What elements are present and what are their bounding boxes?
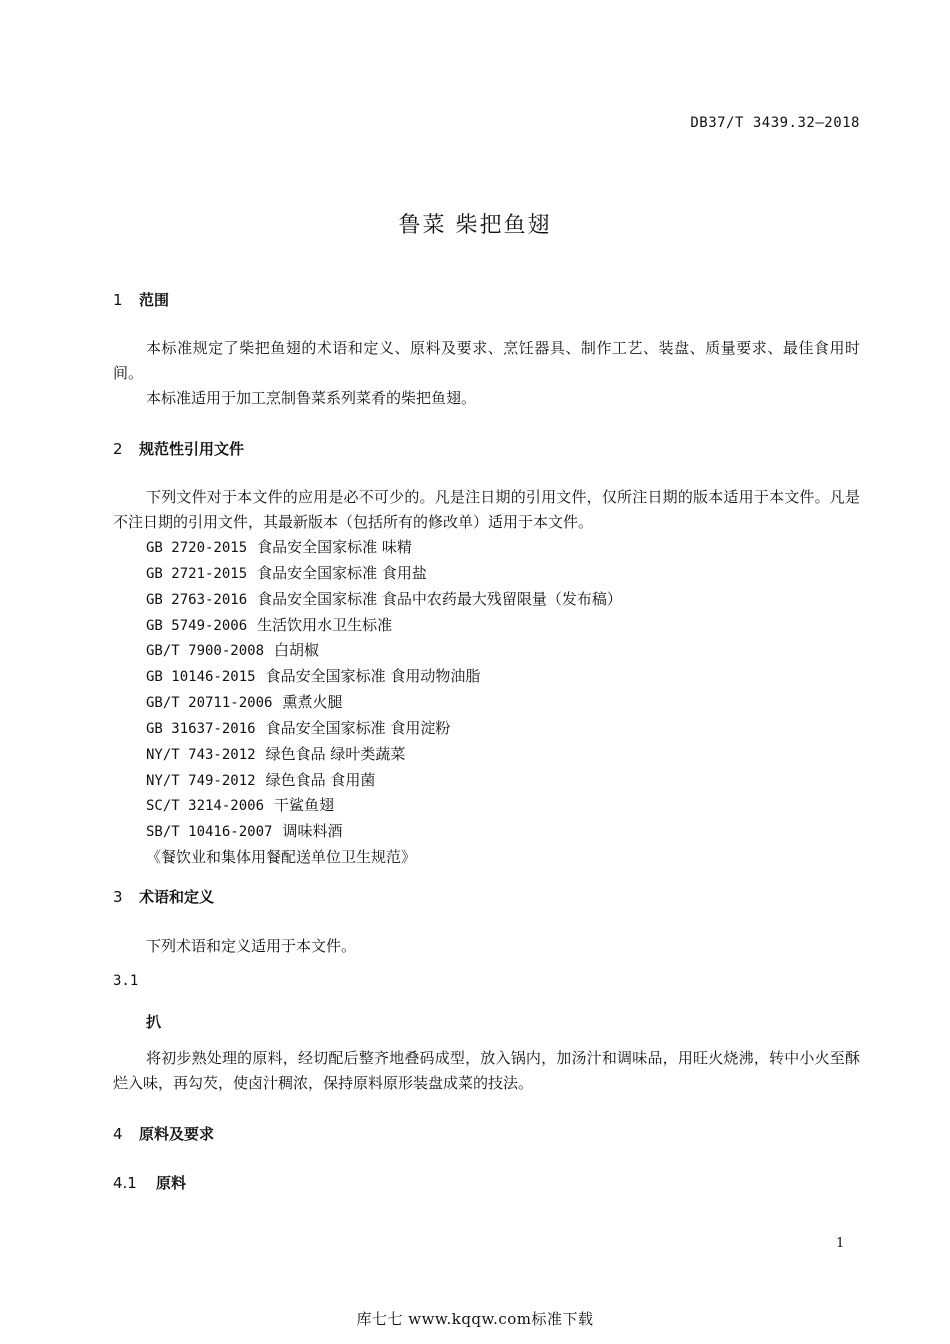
reference-item bbox=[146, 561, 622, 587]
reference-item bbox=[146, 613, 622, 639]
reference-item bbox=[146, 535, 622, 561]
section-3-heading bbox=[113, 886, 214, 907]
normative-reference-list bbox=[146, 535, 622, 870]
reference-item bbox=[146, 690, 622, 716]
section-4-heading bbox=[113, 1123, 214, 1144]
section-title: 范围 bbox=[139, 291, 170, 309]
section-number: 2 bbox=[113, 440, 123, 458]
section-1-paragraph-2: 本标准适用于加工烹制鲁菜系列菜肴的柴把鱼翅。 bbox=[146, 389, 477, 407]
section-title: 术语和定义 bbox=[139, 888, 215, 906]
reference-item bbox=[146, 664, 622, 690]
reference-code: NY/T 743-2012 bbox=[146, 746, 256, 763]
reference-code: GB 31637-2016 bbox=[146, 720, 256, 737]
reference-code: GB 10146-2015 bbox=[146, 669, 256, 686]
section-2-intro: 下列文件对于本文件的应用是必不可少的。凡是注日期的引用文件，仅所注日期的版本适用于本文件。凡是不注日期的引用文件，其最新版本（包括所有的修改单）适用于本文件。 bbox=[113, 488, 860, 531]
term-definition: 将初步熟处理的原料，经切配后整齐地叠码成型，放入锅内，加汤汁和调味品，用旺火烧沸，转中小火至酥烂入味，再勾芡，使卤汁稠浓，保持原料原形装盘成菜的技法。 bbox=[113, 1049, 860, 1092]
reference-name: 食品安全国家标准 食用动物油脂 bbox=[265, 667, 481, 686]
footer-watermark: 库七七 www.kqqw.com标准下载 bbox=[356, 1310, 594, 1328]
reference-name: 干鲨鱼翅 bbox=[274, 796, 335, 815]
reference-item bbox=[146, 587, 622, 613]
reference-code: SC/T 3214-2006 bbox=[146, 798, 265, 815]
reference-code: GB 2763-2016 bbox=[146, 591, 248, 608]
reference-code: SB/T 10416-2007 bbox=[146, 824, 273, 841]
term-number: 3.1 bbox=[113, 973, 139, 989]
subsection-4-1-heading bbox=[113, 1172, 186, 1193]
section-number: 4 bbox=[113, 1125, 123, 1143]
reference-item bbox=[146, 742, 622, 768]
reference-code: GB 2720-2015 bbox=[146, 540, 248, 556]
reference-code: GB 5749-2006 bbox=[146, 617, 248, 634]
reference-name: 生活饮用水卫生标准 bbox=[257, 615, 393, 634]
standard-code: DB37/T 3439.32—2018 bbox=[690, 115, 860, 131]
reference-code: GB/T 20711-2006 bbox=[146, 695, 273, 712]
reference-name: 食品安全国家标准 食品中农药最大残留限量（发布稿） bbox=[257, 589, 622, 608]
page-number: 1 bbox=[836, 1236, 845, 1251]
reference-item bbox=[146, 819, 622, 845]
reference-code: GB 2721-2015 bbox=[146, 565, 248, 582]
reference-code: GB/T 7900-2008 bbox=[146, 643, 265, 660]
reference-item-extra: 《餐饮业和集体用餐配送单位卫生规范》 bbox=[146, 848, 417, 867]
section-1-paragraph-1: 本标准规定了柴把鱼翅的术语和定义、原料及要求、烹饪器具、制作工艺、装盘、质量要求、最佳食用时间。 bbox=[113, 339, 860, 382]
section-1-heading bbox=[113, 289, 169, 310]
section-2-heading bbox=[113, 438, 244, 459]
reference-name: 调味料酒 bbox=[282, 822, 343, 841]
reference-item bbox=[146, 638, 622, 664]
reference-item bbox=[146, 768, 622, 794]
reference-name: 食品安全国家标准 食用盐 bbox=[257, 563, 427, 582]
reference-name: 熏煮火腿 bbox=[282, 693, 343, 712]
reference-item bbox=[146, 793, 622, 819]
reference-name: 食品安全国家标准 味精 bbox=[257, 538, 412, 556]
reference-item bbox=[146, 716, 622, 742]
document-title: 鲁菜 柴把鱼翅 bbox=[398, 213, 552, 238]
subsection-title: 原料 bbox=[156, 1174, 187, 1192]
section-title: 原料及要求 bbox=[139, 1125, 215, 1143]
section-3-intro: 下列术语和定义适用于本文件。 bbox=[146, 937, 357, 955]
reference-name: 绿色食品 绿叶类蔬菜 bbox=[265, 744, 406, 763]
section-number: 3 bbox=[113, 888, 123, 906]
reference-name: 食品安全国家标准 食用淀粉 bbox=[265, 718, 451, 737]
subsection-number: 4.1 bbox=[113, 1174, 137, 1192]
reference-name: 白胡椒 bbox=[274, 641, 320, 660]
term-name: 扒 bbox=[146, 1013, 162, 1031]
reference-name: 绿色食品 食用菌 bbox=[265, 770, 376, 789]
section-number: 1 bbox=[113, 291, 123, 309]
reference-code: NY/T 749-2012 bbox=[146, 772, 256, 789]
section-title: 规范性引用文件 bbox=[139, 440, 245, 458]
